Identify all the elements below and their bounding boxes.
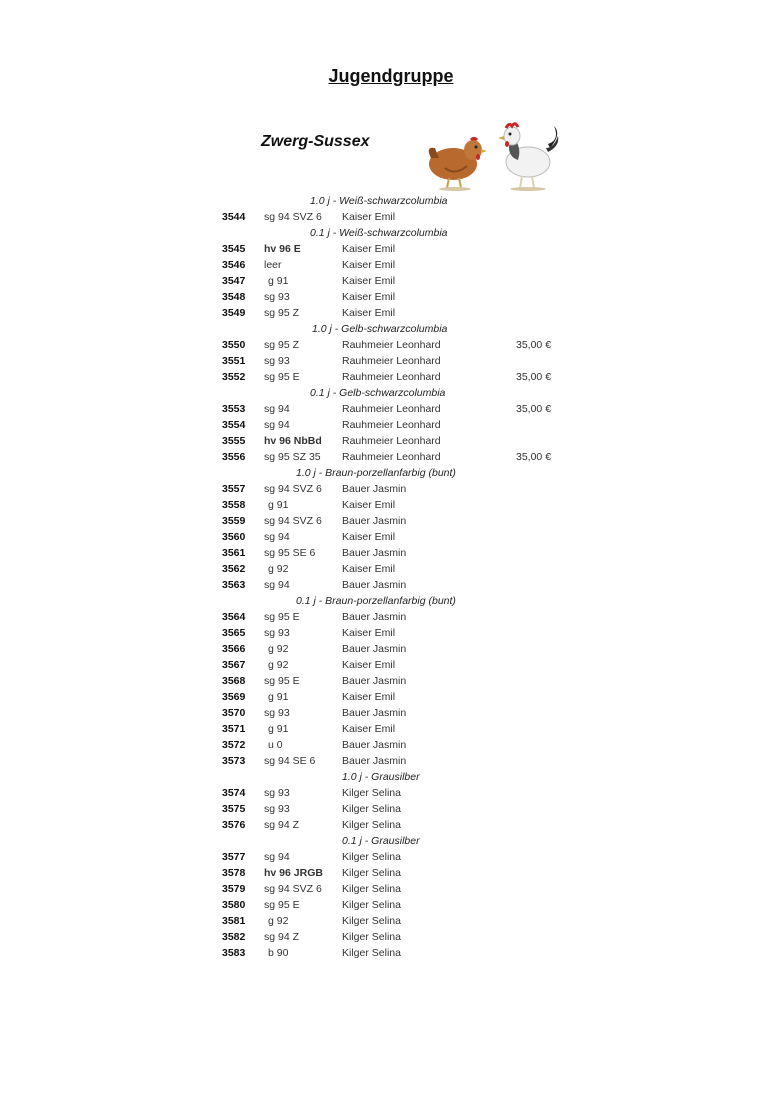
- entry-number: 3565: [222, 627, 246, 639]
- entry-row: [0, 545, 782, 561]
- entry-number: 3553: [222, 403, 246, 415]
- class-heading: [0, 193, 782, 209]
- entry-number: 3575: [222, 803, 246, 815]
- entry-number: 3550: [222, 339, 246, 351]
- entry-row: [0, 433, 782, 449]
- entry-row: [0, 625, 782, 641]
- entry-grade: sg 94: [264, 579, 290, 591]
- entry-number: 3571: [222, 723, 246, 735]
- entry-owner: Kaiser Emil: [342, 243, 396, 255]
- entry-row: [0, 209, 782, 225]
- entry-number: 3562: [222, 563, 246, 575]
- entry-row: [0, 369, 782, 385]
- entry-number: 3563: [222, 579, 246, 591]
- entry-row: [0, 721, 782, 737]
- entry-grade: sg 93: [264, 803, 290, 815]
- breed-title: Zwerg-Sussex: [261, 133, 370, 150]
- entry-grade: sg 95 E: [264, 899, 300, 911]
- entry-row: [0, 657, 782, 673]
- entry-owner: Kaiser Emil: [342, 691, 396, 703]
- entry-row: [0, 577, 782, 593]
- entry-grade: sg 95 Z: [264, 307, 300, 319]
- entry-number: 3581: [222, 915, 246, 927]
- entry-row: [0, 449, 782, 465]
- entry-number: 3567: [222, 659, 246, 671]
- entry-owner: Kaiser Emil: [342, 531, 396, 543]
- entry-number: 3559: [222, 515, 246, 527]
- class-heading-text: 0.1 j - Gelb-schwarzcolumbia: [310, 387, 446, 399]
- entry-owner: Kilger Selina: [342, 899, 401, 911]
- entry-grade: sg 93: [264, 707, 290, 719]
- entry-owner: Kilger Selina: [342, 867, 401, 879]
- entry-number: 3551: [222, 355, 246, 367]
- entry-row: [0, 497, 782, 513]
- entry-number: 3549: [222, 307, 246, 319]
- entry-grade: u 0: [268, 739, 283, 751]
- entry-row: [0, 289, 782, 305]
- entry-row: [0, 337, 782, 353]
- entry-grade: g 91: [268, 275, 289, 287]
- entry-number: 3546: [222, 259, 246, 271]
- entry-price: 35,00 €: [516, 339, 552, 351]
- entry-number: 3583: [222, 947, 246, 959]
- entry-grade: sg 95 E: [264, 675, 300, 687]
- class-heading-text: 1.0 j - Braun-porzellanfarbig (bunt): [296, 467, 456, 479]
- entry-number: 3547: [222, 275, 246, 287]
- class-heading: [0, 769, 782, 785]
- rooster-icon: [492, 118, 562, 192]
- entry-grade: g 92: [268, 563, 289, 575]
- entry-row: [0, 897, 782, 913]
- entry-listing: [0, 193, 782, 961]
- entry-grade: sg 95 Z: [264, 339, 300, 351]
- hen-icon: [423, 128, 489, 192]
- entry-number: 3564: [222, 611, 246, 623]
- class-heading-text: 1.0 j - Grausilber: [342, 771, 420, 783]
- entry-grade: g 92: [268, 643, 289, 655]
- entry-owner: Kilger Selina: [342, 803, 401, 815]
- entry-row: [0, 881, 782, 897]
- entry-grade: hv 96 NbBd: [264, 435, 322, 447]
- entry-number: 3570: [222, 707, 246, 719]
- entry-owner: Bauer Jasmin: [342, 515, 407, 527]
- entry-number: 3545: [222, 243, 246, 255]
- entry-owner: Rauhmeier Leonhard: [342, 451, 441, 463]
- entry-owner: Kilger Selina: [342, 915, 401, 927]
- entry-number: 3573: [222, 755, 246, 767]
- entry-row: [0, 609, 782, 625]
- entry-number: 3558: [222, 499, 246, 511]
- entry-row: [0, 913, 782, 929]
- entry-grade: sg 94 Z: [264, 819, 300, 831]
- entry-number: 3576: [222, 819, 246, 831]
- entry-owner: Kaiser Emil: [342, 259, 396, 271]
- entry-owner: Bauer Jasmin: [342, 755, 407, 767]
- entry-row: [0, 417, 782, 433]
- entry-grade: leer: [264, 259, 282, 271]
- entry-grade: sg 94 SVZ 6: [264, 883, 322, 895]
- entry-number: 3561: [222, 547, 246, 559]
- entry-row: [0, 529, 782, 545]
- entry-owner: Kilger Selina: [342, 851, 401, 863]
- entry-number: 3566: [222, 643, 246, 655]
- entry-number: 3556: [222, 451, 246, 463]
- entry-owner: Bauer Jasmin: [342, 675, 407, 687]
- entry-number: 3569: [222, 691, 246, 703]
- class-heading: [0, 385, 782, 401]
- entry-owner: Rauhmeier Leonhard: [342, 339, 441, 351]
- entry-grade: sg 94 Z: [264, 931, 300, 943]
- entry-owner: Bauer Jasmin: [342, 579, 407, 591]
- class-heading-text: 1.0 j - Weiß-schwarzcolumbia: [310, 195, 448, 207]
- entry-number: 3557: [222, 483, 246, 495]
- entry-grade: sg 94: [264, 531, 290, 543]
- entry-row: [0, 401, 782, 417]
- entry-owner: Kaiser Emil: [342, 563, 396, 575]
- entry-row: [0, 817, 782, 833]
- entry-owner: Kaiser Emil: [342, 659, 396, 671]
- class-heading: [0, 225, 782, 241]
- entry-grade: sg 93: [264, 627, 290, 639]
- entry-number: 3568: [222, 675, 246, 687]
- entry-number: 3560: [222, 531, 246, 543]
- entry-row: [0, 801, 782, 817]
- entry-owner: Bauer Jasmin: [342, 547, 407, 559]
- class-heading: [0, 465, 782, 481]
- entry-number: 3577: [222, 851, 246, 863]
- page-title: Jugendgruppe: [328, 66, 454, 86]
- entry-grade: sg 93: [264, 355, 290, 367]
- entry-number: 3578: [222, 867, 246, 879]
- entry-owner: Bauer Jasmin: [342, 611, 407, 623]
- entry-owner: Kilger Selina: [342, 947, 401, 959]
- entry-owner: Kilger Selina: [342, 787, 401, 799]
- entry-owner: Kilger Selina: [342, 883, 401, 895]
- entry-owner: Kaiser Emil: [342, 307, 396, 319]
- entry-row: [0, 273, 782, 289]
- entry-row: [0, 689, 782, 705]
- entry-grade: sg 95 SZ 35: [264, 451, 321, 463]
- entry-row: [0, 353, 782, 369]
- entry-grade: g 91: [268, 691, 289, 703]
- entry-owner: Kilger Selina: [342, 819, 401, 831]
- entry-grade: sg 95 SE 6: [264, 547, 316, 559]
- entry-owner: Kaiser Emil: [342, 275, 396, 287]
- entry-number: 3548: [222, 291, 246, 303]
- class-heading-text: 0.1 j - Grausilber: [342, 835, 420, 847]
- class-heading-text: 1.0 j - Gelb-schwarzcolumbia: [312, 323, 448, 335]
- entry-number: 3579: [222, 883, 246, 895]
- entry-row: [0, 305, 782, 321]
- entry-row: [0, 737, 782, 753]
- entry-grade: sg 94: [264, 851, 290, 863]
- entry-grade: sg 95 E: [264, 611, 300, 623]
- entry-grade: g 91: [268, 723, 289, 735]
- entry-number: 3574: [222, 787, 246, 799]
- entry-number: 3554: [222, 419, 246, 431]
- entry-grade: sg 93: [264, 787, 290, 799]
- entry-number: 3555: [222, 435, 246, 447]
- entry-row: [0, 929, 782, 945]
- entry-row: [0, 705, 782, 721]
- entry-grade: sg 94: [264, 403, 290, 415]
- entry-owner: Kaiser Emil: [342, 499, 396, 511]
- entry-row: [0, 753, 782, 769]
- entry-grade: hv 96 JRGB: [264, 867, 323, 879]
- entry-grade: sg 94 SVZ 6: [264, 483, 322, 495]
- entry-owner: Rauhmeier Leonhard: [342, 435, 441, 447]
- entry-row: [0, 865, 782, 881]
- entry-number: 3572: [222, 739, 246, 751]
- entry-row: [0, 785, 782, 801]
- entry-number: 3544: [222, 211, 246, 223]
- entry-owner: Rauhmeier Leonhard: [342, 419, 441, 431]
- entry-row: [0, 241, 782, 257]
- entry-owner: Bauer Jasmin: [342, 739, 407, 751]
- entry-grade: sg 94 SE 6: [264, 755, 316, 767]
- entry-price: 35,00 €: [516, 403, 552, 415]
- entry-owner: Rauhmeier Leonhard: [342, 371, 441, 383]
- entry-price: 35,00 €: [516, 451, 552, 463]
- class-heading: [0, 593, 782, 609]
- entry-row: [0, 513, 782, 529]
- entry-owner: Kaiser Emil: [342, 723, 396, 735]
- entry-owner: Kaiser Emil: [342, 627, 396, 639]
- class-heading-text: 0.1 j - Braun-porzellanfarbig (bunt): [296, 595, 456, 607]
- entry-row: [0, 481, 782, 497]
- entry-owner: Bauer Jasmin: [342, 707, 407, 719]
- entry-row: [0, 849, 782, 865]
- entry-grade: sg 94: [264, 419, 290, 431]
- entry-number: 3580: [222, 899, 246, 911]
- entry-grade: g 92: [268, 659, 289, 671]
- entry-row: [0, 561, 782, 577]
- entry-row: [0, 641, 782, 657]
- class-heading: [0, 321, 782, 337]
- entry-grade: sg 95 E: [264, 371, 300, 383]
- entry-grade: sg 93: [264, 291, 290, 303]
- entry-grade: hv 96 E: [264, 243, 301, 255]
- entry-grade: g 91: [268, 499, 289, 511]
- entry-owner: Kaiser Emil: [342, 211, 396, 223]
- entry-row: [0, 945, 782, 961]
- entry-owner: Rauhmeier Leonhard: [342, 355, 441, 367]
- entry-owner: Bauer Jasmin: [342, 483, 407, 495]
- entry-grade: sg 94 SVZ 6: [264, 211, 322, 223]
- entry-owner: Kaiser Emil: [342, 291, 396, 303]
- entry-owner: Bauer Jasmin: [342, 643, 407, 655]
- entry-price: 35,00 €: [516, 371, 552, 383]
- entry-owner: Kilger Selina: [342, 931, 401, 943]
- entry-number: 3552: [222, 371, 246, 383]
- class-heading-text: 0.1 j - Weiß-schwarzcolumbia: [310, 227, 448, 239]
- entry-grade: sg 94 SVZ 6: [264, 515, 322, 527]
- class-heading: [0, 833, 782, 849]
- entry-owner: Rauhmeier Leonhard: [342, 403, 441, 415]
- entry-row: [0, 673, 782, 689]
- entry-number: 3582: [222, 931, 246, 943]
- entry-grade: b 90: [268, 947, 289, 959]
- entry-grade: g 92: [268, 915, 289, 927]
- entry-row: [0, 257, 782, 273]
